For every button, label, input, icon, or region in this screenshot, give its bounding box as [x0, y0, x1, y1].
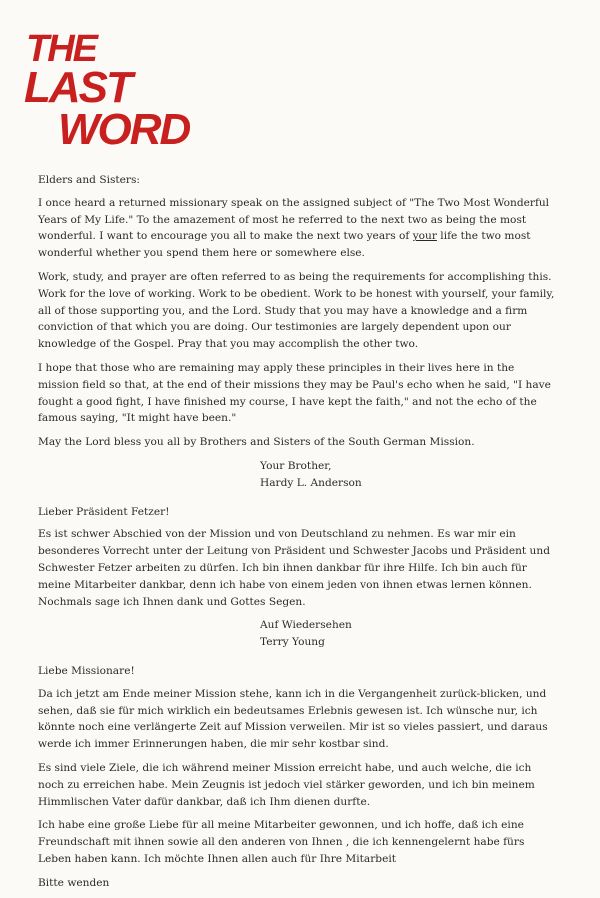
- logo-line-1: THE: [26, 28, 96, 70]
- letter2-paragraph-1: Es ist schwer Abschied von der Mission und von Deutschland zu nehmen. Es war mir ein besonderes Vorrecht unter der Leitung von Präsident und Schwester Jacobs und Präsident und Schwester Fetzer arbeiten zu dürfen. Ich bin ihnen dankbar für ihre Hilfe. Ich bin auch für meine Mitarbeiter dankbar, denn ich habe von einem jeden von ihnen etwas lernen können. Nochmals sage ich Ihnen dank und Gottes Segen.: [38, 528, 550, 608]
- letter3-paragraph-1: Da ich jetzt am Ende meiner Mission stehe, kann ich in die Vergangenheit zurück-blicken, und sehen, daß sie für mich wirklich ein bedeutsames Erlebnis gewesen ist. Ich wünsche nur, ich könnte noch eine verlängerte Zeit auf Mission verweilen. Mir ist so vieles passiert, und daraus werde ich immer Erinnerungen haben, die mir sehr kostbar sind.: [38, 687, 548, 751]
- letter3-paragraph-3: Ich habe eine große Liebe für all meine Mitarbeiter gewonnen, und ich hoffe, daß ich eine Freundschaft mit ihnen sowie all den anderen von Ihnen , die ich kennengelernt habe fürs Leben haben kann. Ich möchte Ihnen allen auch für Ihre Mitarbeit: [38, 819, 525, 865]
- letter2-closing: Auf Wiedersehen: [260, 619, 352, 632]
- letter1-paragraph-2: Work, study, and prayer are often referred to as being the requirements for accomplishing this. Work for the love of working. Work to be obedient. Work to be honest with yourself, your family, all of those supporting you, and the Lord. Study that you may have a knowledge and a firm conviction of that which you are doing. Our testimonies are largely dependent upon our knowledge of the Gospel. Pray that you may accomplish the other two.: [38, 270, 555, 351]
- letter1-p1-start: I once heard a returned missionary speak on the assigned subject of "The Two Most Wonderful Years of My Life." To the amazement of most he referred to the next two as being the most wonderful. I want to encourage you all to make the next two years of: [38, 196, 550, 243]
- letter2-greeting: Lieber Präsident Fetzer!: [38, 505, 170, 518]
- letter1-paragraph-4: May the Lord bless you all by Brothers and Sisters of the South German Mission.: [38, 436, 475, 449]
- letter3-greeting: Liebe Missionare!: [38, 664, 135, 677]
- letter2-signature: [260, 617, 558, 651]
- letter1-closing: Your Brother,: [260, 459, 332, 472]
- letters-body: [38, 172, 558, 898]
- logo-line-3: WORD: [58, 105, 190, 154]
- letter1-greeting: Elders and Sisters:: [38, 174, 141, 186]
- letter1-paragraph-3: I hope that those who are remaining may apply these principles in their lives here in the mission field so that, at the end of their missions they may be Paul's echo when he said, "I have fought a good fight, I have finished my course, I have kept the faith," and not the echo of the famous saying, "It might have been.": [38, 361, 551, 425]
- letter1-signer: Hardy L. Anderson: [260, 476, 362, 489]
- letter1-signature: [260, 458, 558, 492]
- continued-note: Bitte wenden: [38, 876, 110, 889]
- logo-line-2: LAST: [24, 63, 131, 112]
- letter1-paragraph-1: [38, 195, 558, 262]
- the-last-word-logo: [22, 30, 189, 152]
- letter1-p1-end: life the two most wonderful whether you spend them here or somewhere else.: [38, 230, 531, 260]
- letter2-signer: Terry Young: [260, 636, 325, 649]
- letter3-paragraph-2: Es sind viele Ziele, die ich während meiner Mission erreicht habe, und auch welche, die ich noch zu erreichen habe. Mein Zeugnis ist jedoch viel stärker geworden, und ich bin meinem Himmlischen Vater dafür dankbar, daß ich Ihm dienen durfte.: [38, 761, 535, 808]
- letter1-p1-underlined: your: [412, 230, 437, 243]
